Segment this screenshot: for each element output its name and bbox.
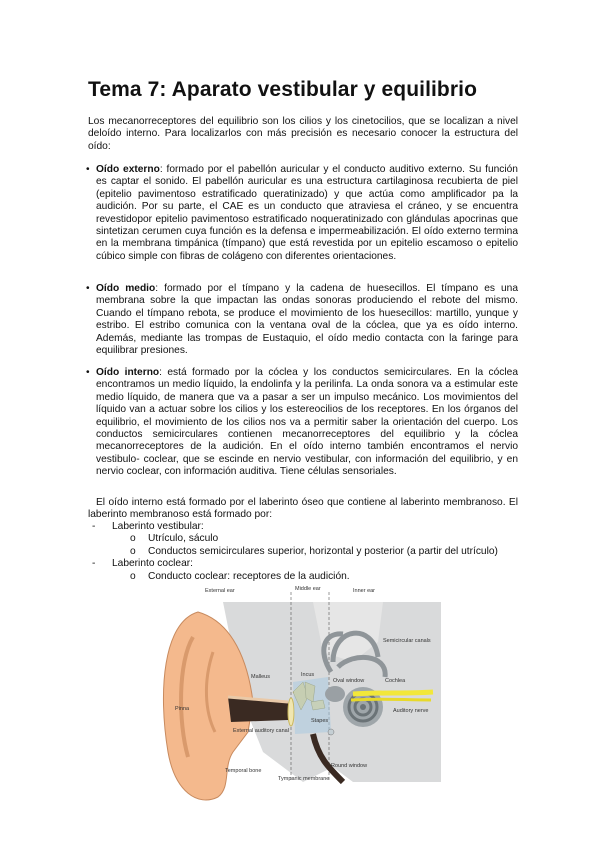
- label-tympanic-membrane: Tympanic membrane: [278, 776, 330, 782]
- ear-diagram: [153, 582, 441, 812]
- list-subitem: o Conductos semicirculares superior, horizontal y posterior (a partir del utrículo): [130, 545, 498, 557]
- label-temporal-bone: Temporal bone: [225, 768, 262, 774]
- list-item: - Laberinto vestibular:: [92, 521, 204, 532]
- tympanic-membrane-shape: [288, 698, 294, 726]
- label-oval-window: Oval window: [333, 678, 365, 684]
- label-middle-ear: Middle ear: [295, 586, 321, 592]
- section-oido-externo: [88, 164, 518, 263]
- label-malleus: Malleus: [251, 674, 270, 680]
- bullet-icon: •: [86, 164, 90, 175]
- section-text: : formado por el tímpano y la cadena de huesecillos. El tímpano es una membrana sobre la que impactan las ondas sonoras produciendo el rebote del mismo. Cuando el tímpano rebota, se produce el movimiento de los huesecillos: martillo, yunque y estribo. El estribo comunica con la ventana oval de la cóclea, que ya es oído interno. Además, mediante las trompas de Eustaquio, el oído medio contacta con la faringe para equilibrar presiones.: [96, 283, 519, 357]
- section-term: Oído externo: [96, 164, 160, 175]
- label-inner-ear: Inner ear: [353, 588, 376, 594]
- section-oido-medio: [88, 283, 518, 357]
- section-term: Oído interno: [96, 367, 160, 378]
- label-cochlea: Cochlea: [385, 678, 406, 684]
- label-auditory-nerve: Auditory nerve: [393, 708, 429, 714]
- labyrinth-paragraph: El oído interno está formado por el laberinto óseo que contiene al laberinto membranoso. El laberinto membranoso está formado por:: [88, 497, 518, 521]
- label-external-ear: External ear: [205, 588, 235, 594]
- bullet-icon: •: [86, 283, 90, 294]
- label-semicircular-canals: Semicircular canals: [383, 638, 431, 644]
- label-external-auditory-canal: External auditory canal: [233, 728, 289, 734]
- list-subitem: o Conducto coclear: receptores de la audición.: [130, 570, 350, 582]
- labyrinth-list: [88, 521, 518, 583]
- page-title: Tema 7: Aparato vestibular y equilibrio: [88, 78, 477, 101]
- section-text: : está formado por la cóclea y los conductos semicirculares. En la cóclea encontramos un medio líquido, la endolinfa y la perilinfa. La onda sonora va a estimular este medio líquido, de manera que va a pasar a ser un impulso mecánico. Los movimientos del líquido van a actuar sobre los cilios y los estereocilios de los receptores. En los órganos del equilibrio, el movimiento de los cilios nos va a permitir saber la orientación del cuerpo. Los conductos semicirculares contienen mecanorreceptores del equilibrio y la cóclea mecanorreceptores de la audición. En el oído interno también encontramos el nervio vestibulo- coclear, que se escinde en nervio vestibular, con información del equilibrio, y en nervio coclear, con información auditiva. Tiene células sensoriales.: [96, 367, 518, 478]
- label-incus: Incus: [301, 672, 315, 678]
- section-text: : formado por el pabellón auricular y el conducto auditivo externo. Su función es captar el sonido. El pabellón auricular es una estructura cartilaginosa recubierta de piel (epitelio pavimentoso estratificado queratinizado) y que actúa como amplificador pa la audición. Por su parte, el CAE es un conducto que atraviesa el cráneo, y se encuentra revestidopor epitelio pavimentoso estratificado noqueratinizado con glándulas apocrinas que sintetizan cerumen cuya función es la defensa e impermeabilización. El oído externo termina en la membrana timpánica (tímpano) que está revestida por un epitelio escamoso o epitelio cúbico simple con fibras de colágeno con diferentes orientaciones.: [96, 164, 518, 262]
- section-oido-interno: [88, 367, 518, 479]
- section-term: Oído medio: [96, 283, 156, 294]
- ear-anatomy-figure: [153, 582, 441, 812]
- label-round-window: Round window: [331, 763, 368, 769]
- label-pinna: Pinna: [175, 706, 190, 712]
- list-subitem: o Utrículo, sáculo: [130, 533, 219, 545]
- auditory-nerve-shape: [353, 692, 433, 694]
- intro-paragraph: Los mecanorreceptores del equilibrio son los cilios y los cinetocilios, que se localizan a nivel deloído interno. Para localizarlos con más precisión es necesario conocer la estructura del oído:: [88, 116, 518, 152]
- list-item: - Laberinto coclear:: [92, 558, 193, 570]
- round-window-shape: [328, 729, 334, 735]
- bullet-icon: •: [86, 367, 90, 378]
- label-stapes: Stapes: [311, 718, 329, 724]
